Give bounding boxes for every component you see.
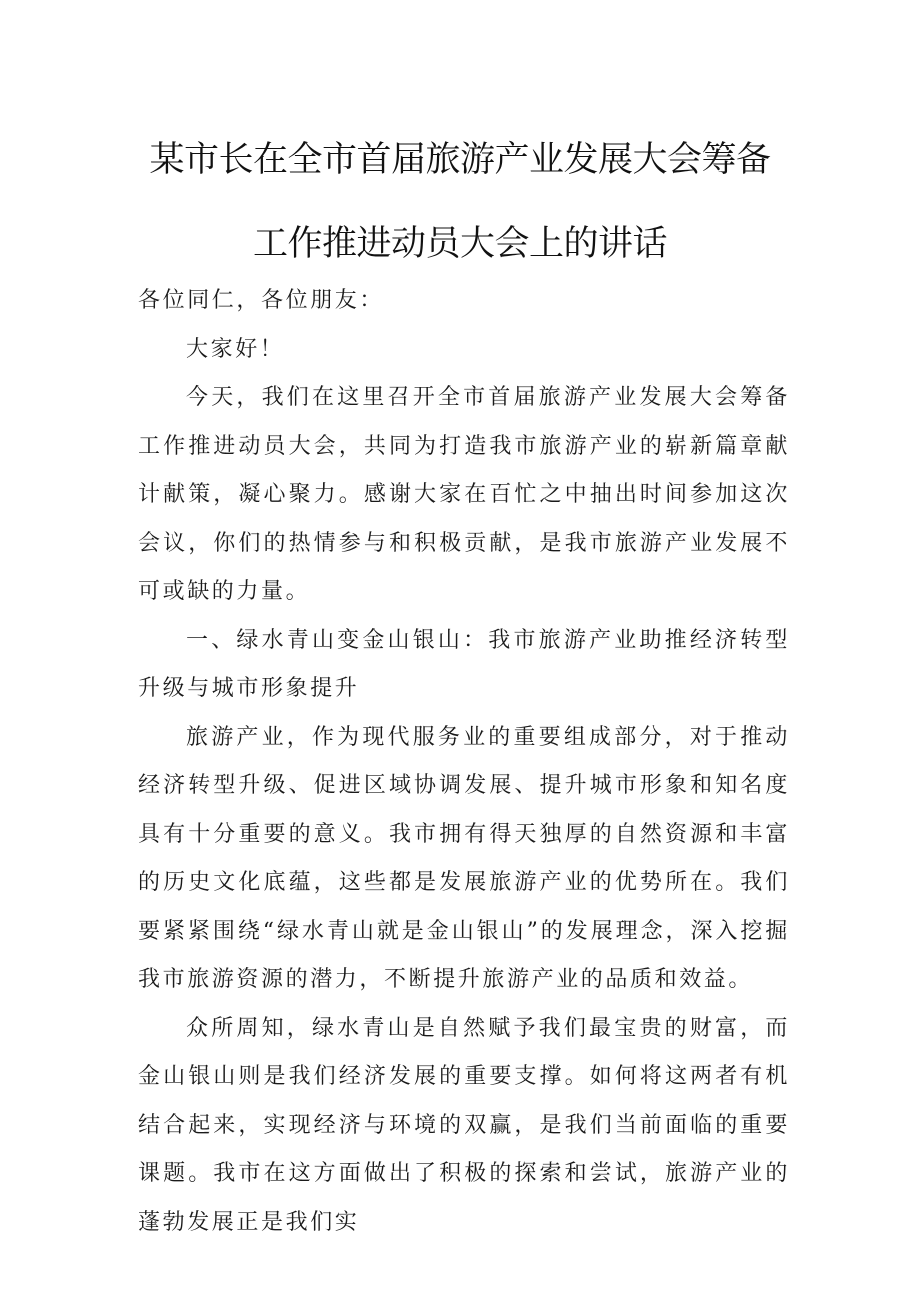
greeting: 大家好！ — [186, 336, 285, 362]
paragraph-opening: 今天，我们在这里召开全市首届旅游产业发展大会筹备工作推进动员大会，共同为打造我市旅游产业的崭新篇章献计献策，凝心聚力。感谢大家在百忙之中抽出时间参加这次会议，你们的热情参与和积极贡献，是我市旅游产业发展不可或缺的力量。 — [138, 385, 790, 604]
paragraph-tourism-industry: 旅游产业，作为现代服务业的重要组成部分，对于推动经济转型升级、促进区域协调发展、提升城市形象和知名度具有十分重要的意义。我市拥有得天独厚的自然资源和丰富的历史文化底蕴，这些都是发展旅游产业的优势所在。我们要紧紧围绕“绿水青山就是金山银山”的发展理念，深入挖掘我市旅游资源的潜力，不断提升旅游产业的品质和效益。 — [138, 724, 790, 992]
document-title-line-1: 某市长在全市首届旅游产业发展大会筹备 — [149, 140, 771, 180]
document-title-line-2: 工作推进动员大会上的讲话 — [252, 224, 667, 264]
salutation: 各位同仁，各位朋友： — [138, 288, 385, 313]
paragraph-green-mountains: 众所周知，绿水青山是自然赋予我们最宝贵的财富，而金山银山则是我们经济发展的重要支撑。如何将这两者有机结合起来，实现经济与环境的双赢，是我们当前面临的重要课题。我市在这方面做出了积极的探索和尝试，旅游产业的蓬勃发展正是我们实 — [138, 1015, 790, 1235]
document-body — [138, 277, 790, 1247]
section-heading-1: 一、绿水青山变金山银山：我市旅游产业助推经济转型升级与城市形象提升 — [138, 627, 790, 701]
